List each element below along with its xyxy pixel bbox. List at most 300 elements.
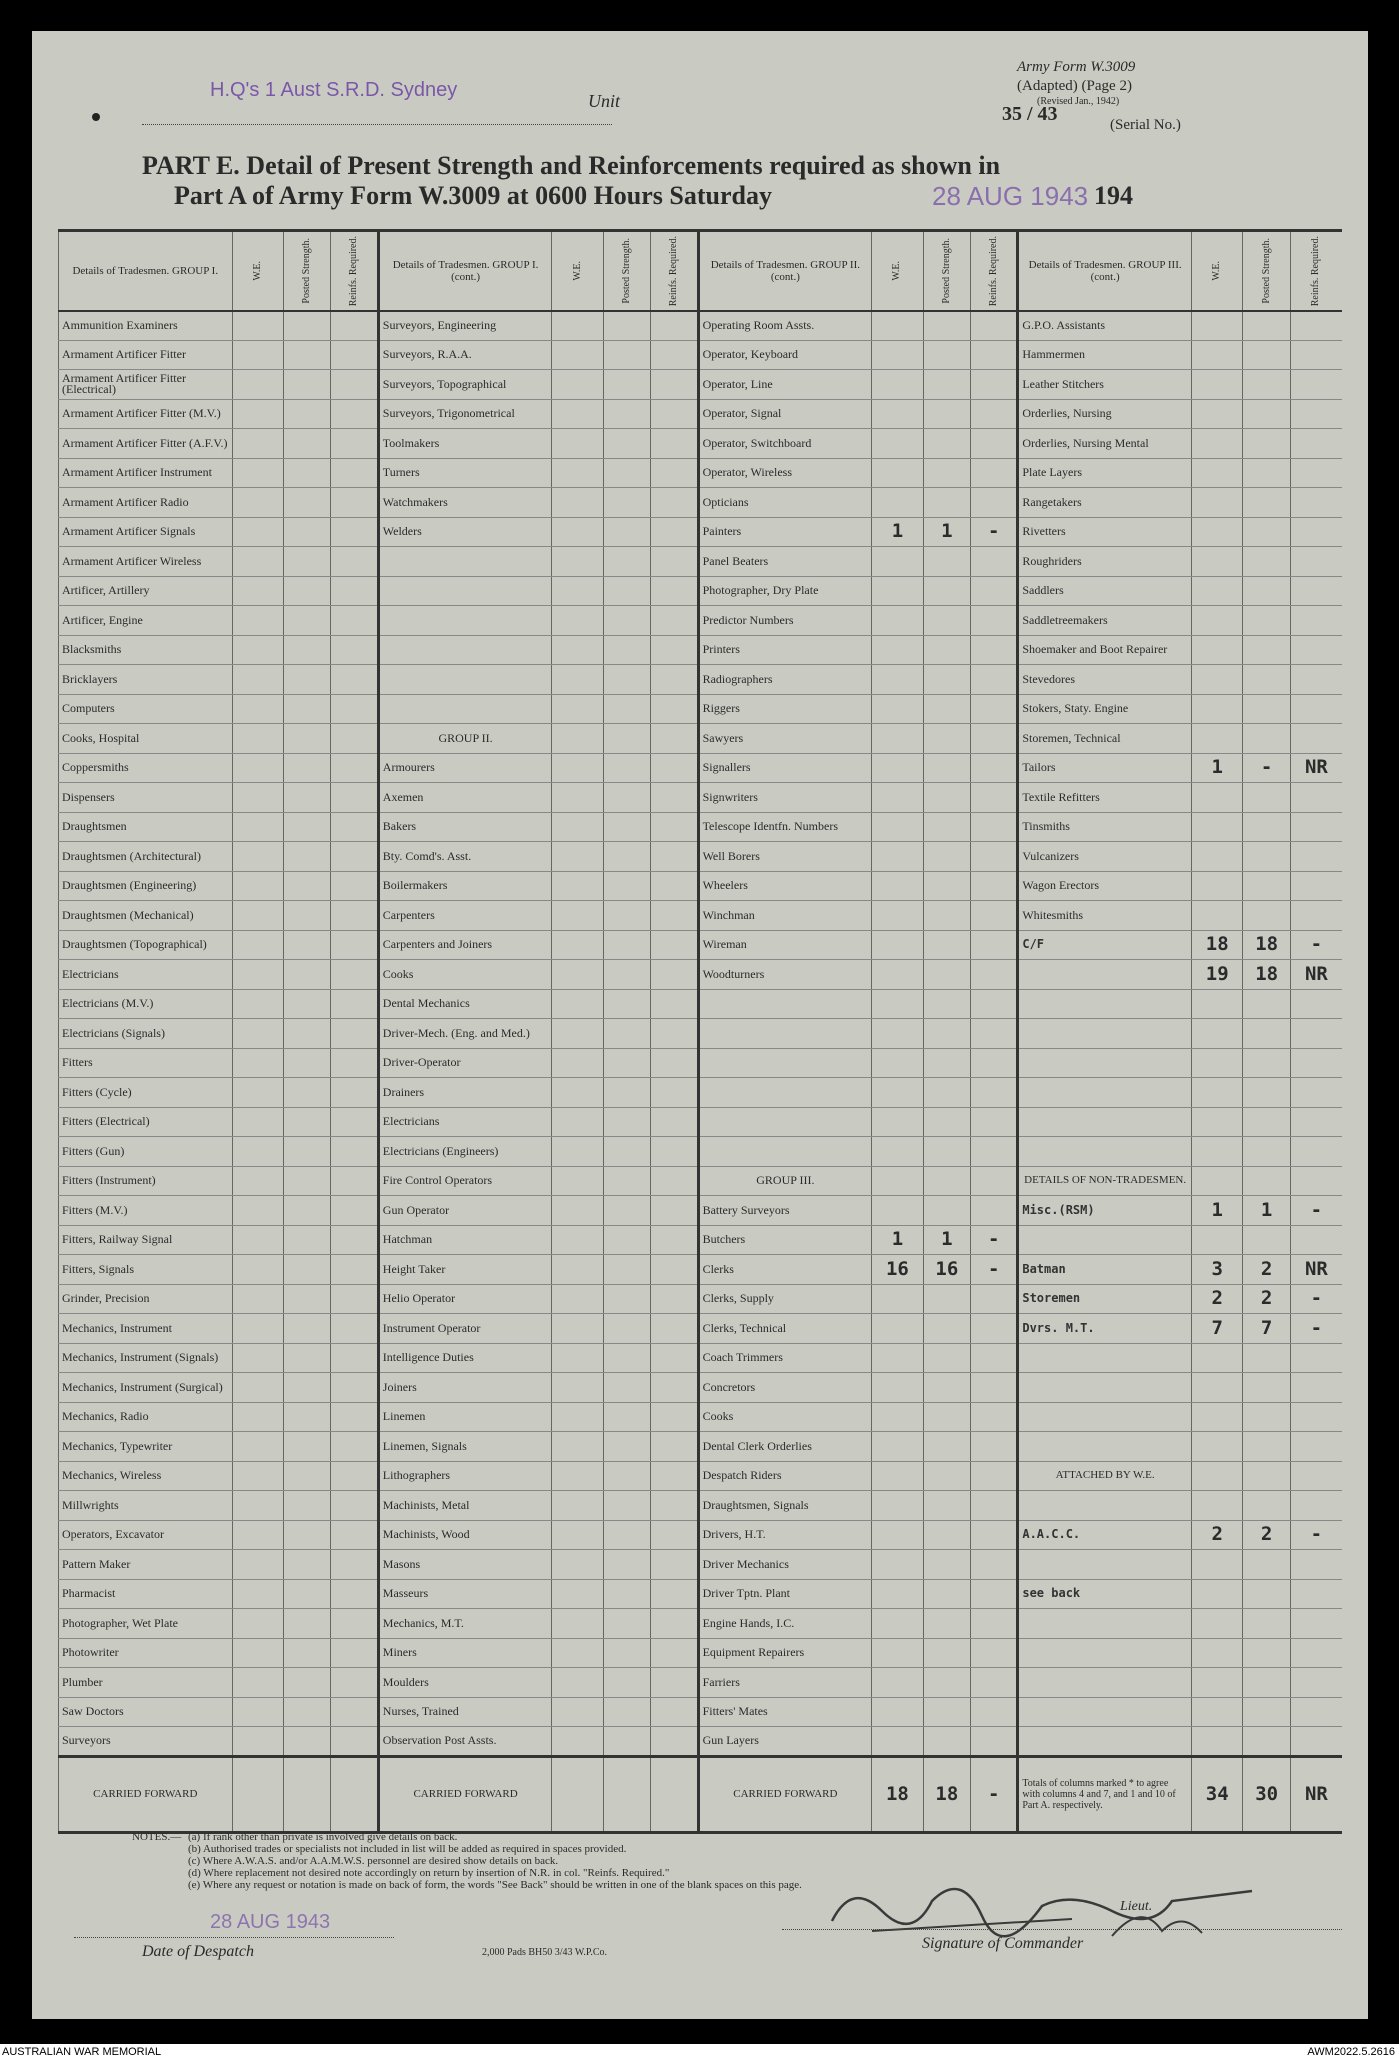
count-rr <box>651 724 698 754</box>
trade-label: Cooks, Hospital <box>59 724 233 754</box>
count-ps <box>603 370 650 400</box>
trade-label: Fitters' Mates <box>698 1697 872 1727</box>
trade-label: Tailors <box>1018 753 1192 783</box>
count-we <box>872 1196 924 1226</box>
count-ps <box>284 488 331 518</box>
table-row <box>59 1255 1343 1285</box>
count-rr <box>331 1078 378 1108</box>
count-we <box>232 370 284 400</box>
count-we <box>1191 1491 1243 1521</box>
count-rr <box>651 458 698 488</box>
count-rr <box>651 488 698 518</box>
count-we <box>232 311 284 341</box>
count-we: 19 <box>1191 960 1243 990</box>
count-ps <box>603 1520 650 1550</box>
table-row <box>59 1343 1343 1373</box>
count-ps <box>603 1196 650 1226</box>
signature-line <box>782 1929 1342 1930</box>
count-rr <box>651 1491 698 1521</box>
count-rr <box>1290 458 1342 488</box>
count-we <box>872 1137 924 1167</box>
archive-id: AWM2022.5.2616 <box>1307 2046 1395 2058</box>
count-ps <box>284 1019 331 1049</box>
count-rr <box>651 1402 698 1432</box>
trade-label: Orderlies, Nursing <box>1018 399 1192 429</box>
table-row <box>59 1196 1343 1226</box>
count-ps <box>603 1550 650 1580</box>
count-we <box>232 694 284 724</box>
trade-label: Mechanics, M.T. <box>378 1609 552 1639</box>
trade-label <box>378 665 552 695</box>
count-we <box>552 1491 604 1521</box>
trade-label: Height Taker <box>378 1255 552 1285</box>
count-rr <box>331 960 378 990</box>
trade-label: Batman <box>1018 1255 1192 1285</box>
count-we <box>1191 311 1243 341</box>
count-we <box>872 1491 924 1521</box>
count-rr <box>651 1343 698 1373</box>
header-group3-cont: Details of Tradesmen. GROUP III. (cont.) <box>1018 231 1192 311</box>
table-row <box>59 1314 1343 1344</box>
count-rr <box>651 1609 698 1639</box>
table-row <box>59 458 1343 488</box>
count-rr <box>1290 576 1342 606</box>
count-rr: - <box>1290 1314 1342 1344</box>
count-rr <box>651 517 698 547</box>
count-rr <box>971 1432 1018 1462</box>
table-row <box>59 1579 1343 1609</box>
trade-label: Electricians (M.V.) <box>59 989 233 1019</box>
count-ps <box>923 901 970 931</box>
count-we <box>232 665 284 695</box>
count-we <box>552 1668 604 1698</box>
count-rr <box>651 1432 698 1462</box>
trade-label: Draughtsmen (Mechanical) <box>59 901 233 931</box>
trade-label: Armament Artificer Fitter (Electrical) <box>59 370 233 400</box>
count-we <box>872 724 924 754</box>
count-rr <box>1290 1579 1342 1609</box>
count-rr <box>1290 517 1342 547</box>
count-rr <box>971 812 1018 842</box>
printer-imprint: 2,000 Pads BH50 3/43 W.P.Co. <box>482 1947 608 1958</box>
table-row <box>59 370 1343 400</box>
despatch-line <box>74 1937 394 1938</box>
count-ps <box>923 635 970 665</box>
count-ps <box>284 1697 331 1727</box>
count-ps <box>923 576 970 606</box>
count-ps <box>603 989 650 1019</box>
count-rr <box>971 1019 1018 1049</box>
count-we <box>232 606 284 636</box>
trade-label: Armourers <box>378 753 552 783</box>
trade-label: Draughtsmen <box>59 812 233 842</box>
trade-label: Photowriter <box>59 1638 233 1668</box>
count-ps <box>923 1609 970 1639</box>
count-rr <box>651 1668 698 1698</box>
count-ps <box>923 783 970 813</box>
count-we <box>1191 370 1243 400</box>
count-ps <box>923 429 970 459</box>
count-ps <box>284 1668 331 1698</box>
count-we <box>552 694 604 724</box>
trade-label: Nurses, Trained <box>378 1697 552 1727</box>
table-row <box>59 517 1343 547</box>
count-ps: 1 <box>1243 1196 1290 1226</box>
trade-label <box>1018 1668 1192 1698</box>
count-we <box>552 1520 604 1550</box>
trade-label <box>1018 1048 1192 1078</box>
count-ps <box>603 1078 650 1108</box>
count-rr <box>1290 989 1342 1019</box>
trade-label: Machinists, Metal <box>378 1491 552 1521</box>
trade-label: Observation Post Assts. <box>378 1727 552 1757</box>
count-rr <box>651 1137 698 1167</box>
count-rr <box>971 399 1018 429</box>
count-rr <box>651 960 698 990</box>
trade-label <box>1018 960 1192 990</box>
count-we: 1 <box>1191 1196 1243 1226</box>
trade-label: Surveyors, Topographical <box>378 370 552 400</box>
count-ps <box>1243 989 1290 1019</box>
count-we <box>232 1225 284 1255</box>
count-rr <box>651 1019 698 1049</box>
trade-label: Surveyors, Trigonometrical <box>378 399 552 429</box>
trade-label <box>1018 1373 1192 1403</box>
trade-label: Sawyers <box>698 724 872 754</box>
carried-g2-reinfs: - <box>971 1756 1018 1832</box>
table-row <box>59 1432 1343 1462</box>
count-ps <box>923 1137 970 1167</box>
trade-label: Electricians <box>378 1107 552 1137</box>
trade-label <box>1018 1550 1192 1580</box>
trade-label <box>378 635 552 665</box>
count-rr <box>971 842 1018 872</box>
count-rr <box>331 1402 378 1432</box>
trade-label: Wireman <box>698 930 872 960</box>
trade-label: Linemen, Signals <box>378 1432 552 1462</box>
count-ps <box>284 1638 331 1668</box>
trade-label: Artificer, Engine <box>59 606 233 636</box>
count-we <box>872 606 924 636</box>
count-we <box>1191 1432 1243 1462</box>
count-rr <box>1290 1609 1342 1639</box>
count-rr <box>1290 1402 1342 1432</box>
trade-label: Grinder, Precision <box>59 1284 233 1314</box>
count-ps <box>603 547 650 577</box>
count-we <box>872 1373 924 1403</box>
count-ps <box>284 812 331 842</box>
count-rr <box>651 1579 698 1609</box>
trade-label: Fitters (Electrical) <box>59 1107 233 1137</box>
trade-label: Fitters, Signals <box>59 1255 233 1285</box>
count-we <box>552 635 604 665</box>
trade-label: Photographer, Wet Plate <box>59 1609 233 1639</box>
count-rr: - <box>1290 930 1342 960</box>
count-rr <box>1290 1461 1342 1491</box>
count-ps <box>1243 1668 1290 1698</box>
count-ps <box>284 1491 331 1521</box>
count-ps <box>923 1284 970 1314</box>
count-we <box>1191 989 1243 1019</box>
despatch-stamp: 28 AUG 1943 <box>210 1911 331 1933</box>
count-we <box>552 783 604 813</box>
header-group1: Details of Tradesmen. GROUP I. <box>59 231 233 311</box>
count-we <box>232 753 284 783</box>
page-title-line1: PART E. Detail of Present Strength and Reinforcements required as shown in <box>142 151 1001 180</box>
table-row <box>59 665 1343 695</box>
table-row <box>59 753 1343 783</box>
trade-label: Ammunition Examiners <box>59 311 233 341</box>
trade-label: Coach Trimmers <box>698 1343 872 1373</box>
table-row <box>59 1048 1343 1078</box>
count-we <box>232 1284 284 1314</box>
notes-list <box>188 1831 802 1891</box>
trade-label: Hatchman <box>378 1225 552 1255</box>
trade-label: Well Borers <box>698 842 872 872</box>
count-we <box>552 370 604 400</box>
table-row <box>59 1520 1343 1550</box>
count-ps <box>284 1196 331 1226</box>
count-rr <box>971 1461 1018 1491</box>
count-rr <box>651 812 698 842</box>
count-rr <box>331 871 378 901</box>
count-rr <box>1290 1048 1342 1078</box>
count-rr <box>971 488 1018 518</box>
count-rr <box>651 665 698 695</box>
count-ps <box>1243 665 1290 695</box>
unit-stamp: H.Q's 1 Aust S.R.D. Sydney <box>210 79 458 101</box>
trade-label: Draughtsmen, Signals <box>698 1491 872 1521</box>
count-ps <box>603 1461 650 1491</box>
header-posted: Posted Strength. <box>940 237 952 304</box>
count-rr <box>971 1137 1018 1167</box>
count-ps <box>1243 1697 1290 1727</box>
count-ps <box>603 1668 650 1698</box>
trade-label: Storemen, Technical <box>1018 724 1192 754</box>
trade-label: Drainers <box>378 1078 552 1108</box>
trade-label: Mechanics, Wireless <box>59 1461 233 1491</box>
count-ps <box>1243 1137 1290 1167</box>
table-row <box>59 930 1343 960</box>
count-rr: - <box>1290 1520 1342 1550</box>
count-ps: 1 <box>923 1225 970 1255</box>
count-rr <box>1290 1491 1342 1521</box>
trade-label: Roughriders <box>1018 547 1192 577</box>
count-rr <box>651 1638 698 1668</box>
serial-value: 35 / 43 <box>1002 103 1058 125</box>
count-rr <box>1290 783 1342 813</box>
count-ps <box>1243 311 1290 341</box>
count-rr <box>331 517 378 547</box>
count-ps <box>284 517 331 547</box>
trade-label: Rangetakers <box>1018 488 1192 518</box>
count-rr <box>331 1520 378 1550</box>
count-rr <box>971 1402 1018 1432</box>
count-ps <box>923 1373 970 1403</box>
count-rr <box>331 1255 378 1285</box>
count-we <box>872 1461 924 1491</box>
count-we <box>1191 665 1243 695</box>
count-we <box>232 458 284 488</box>
count-rr <box>1290 1373 1342 1403</box>
count-we <box>872 1048 924 1078</box>
count-we <box>232 1019 284 1049</box>
trade-label: Wagon Erectors <box>1018 871 1192 901</box>
table-row <box>59 901 1343 931</box>
table-row <box>59 1550 1343 1580</box>
count-ps <box>923 960 970 990</box>
trade-label <box>698 1019 872 1049</box>
count-we <box>232 399 284 429</box>
count-ps <box>603 930 650 960</box>
count-rr <box>331 1668 378 1698</box>
count-rr <box>651 1078 698 1108</box>
count-we <box>552 871 604 901</box>
count-we <box>1191 1137 1243 1167</box>
unit-label: Unit <box>588 91 621 111</box>
count-rr <box>651 1166 698 1196</box>
trade-label: Stokers, Staty. Engine <box>1018 694 1192 724</box>
count-we <box>1191 1019 1243 1049</box>
count-rr: - <box>971 517 1018 547</box>
trade-label: Cooks <box>698 1402 872 1432</box>
count-ps <box>603 1019 650 1049</box>
count-we <box>552 517 604 547</box>
count-rr <box>651 1697 698 1727</box>
count-we <box>1191 1638 1243 1668</box>
count-ps <box>1243 1019 1290 1049</box>
count-we <box>1191 1461 1243 1491</box>
table-row <box>59 1402 1343 1432</box>
count-rr <box>971 1638 1018 1668</box>
count-rr <box>331 1343 378 1373</box>
trade-label: Gun Operator <box>378 1196 552 1226</box>
count-we <box>872 1668 924 1698</box>
trade-label: Battery Surveyors <box>698 1196 872 1226</box>
trade-label: Printers <box>698 635 872 665</box>
count-ps <box>284 1373 331 1403</box>
trade-label: Fitters (Instrument) <box>59 1166 233 1196</box>
trade-label: Fire Control Operators <box>378 1166 552 1196</box>
count-we <box>552 576 604 606</box>
count-we <box>552 1373 604 1403</box>
count-we <box>232 724 284 754</box>
trade-label: Joiners <box>378 1373 552 1403</box>
count-we <box>872 1166 924 1196</box>
carried-label-1: CARRIED FORWARD <box>59 1756 233 1832</box>
table-row <box>59 1697 1343 1727</box>
count-rr <box>1290 429 1342 459</box>
trade-label: Turners <box>378 458 552 488</box>
count-we <box>1191 1668 1243 1698</box>
count-rr <box>651 930 698 960</box>
trade-label: Butchers <box>698 1225 872 1255</box>
count-we <box>1191 724 1243 754</box>
count-rr <box>651 1255 698 1285</box>
trade-label: Surveyors <box>59 1727 233 1757</box>
trade-label: Pharmacist <box>59 1579 233 1609</box>
trade-label: Equipment Repairers <box>698 1638 872 1668</box>
count-rr <box>331 783 378 813</box>
table-row <box>59 1373 1343 1403</box>
count-rr <box>651 1373 698 1403</box>
carried-g2-we: 18 <box>872 1756 924 1832</box>
count-we <box>872 871 924 901</box>
trade-label: Fitters (Cycle) <box>59 1078 233 1108</box>
count-we <box>552 1638 604 1668</box>
count-ps <box>603 311 650 341</box>
title-year: 194 <box>1094 181 1133 210</box>
count-rr <box>971 1550 1018 1580</box>
trade-label: C/F <box>1018 930 1192 960</box>
count-we <box>232 812 284 842</box>
count-rr <box>1290 370 1342 400</box>
count-ps <box>923 842 970 872</box>
trade-label <box>1018 1343 1192 1373</box>
count-we <box>552 960 604 990</box>
count-rr <box>1290 1078 1342 1108</box>
count-rr <box>651 1284 698 1314</box>
count-ps <box>603 665 650 695</box>
count-we <box>1191 1373 1243 1403</box>
count-we <box>1191 871 1243 901</box>
count-rr <box>651 694 698 724</box>
count-rr <box>1290 1107 1342 1137</box>
table-row <box>59 1225 1343 1255</box>
count-ps <box>284 1579 331 1609</box>
count-ps <box>603 1225 650 1255</box>
trade-label <box>1018 1137 1192 1167</box>
trade-label: Driver-Mech. (Eng. and Med.) <box>378 1019 552 1049</box>
trade-label <box>1018 1697 1192 1727</box>
table-row <box>59 311 1343 341</box>
count-ps <box>923 458 970 488</box>
count-rr <box>651 635 698 665</box>
table-row <box>59 1609 1343 1639</box>
count-ps <box>603 1255 650 1285</box>
trade-label: Clerks <box>698 1255 872 1285</box>
trade-label: Electricians <box>59 960 233 990</box>
note-line: (b) Authorised trades or specialists not included in list will be added as required in spaces provided. <box>188 1843 627 1855</box>
count-ps <box>284 1402 331 1432</box>
count-ps: 18 <box>1243 960 1290 990</box>
header-we: W.E. <box>891 260 903 281</box>
trade-label: Bakers <box>378 812 552 842</box>
trade-label: Toolmakers <box>378 429 552 459</box>
trade-label: Wheelers <box>698 871 872 901</box>
count-rr <box>971 370 1018 400</box>
count-rr <box>971 1343 1018 1373</box>
count-ps: 1 <box>923 517 970 547</box>
count-we: 18 <box>1191 930 1243 960</box>
count-ps <box>603 783 650 813</box>
count-ps <box>603 1314 650 1344</box>
trade-label: Gun Layers <box>698 1727 872 1757</box>
count-we <box>552 1048 604 1078</box>
count-rr <box>1290 547 1342 577</box>
count-rr <box>971 311 1018 341</box>
count-we <box>552 1609 604 1639</box>
table-row <box>59 842 1343 872</box>
trade-label: Bricklayers <box>59 665 233 695</box>
count-we <box>552 1107 604 1137</box>
carried-forward-row <box>59 1756 1343 1832</box>
count-ps <box>603 399 650 429</box>
trade-label: Electricians (Engineers) <box>378 1137 552 1167</box>
count-we <box>232 1579 284 1609</box>
count-we <box>872 399 924 429</box>
count-ps <box>284 724 331 754</box>
